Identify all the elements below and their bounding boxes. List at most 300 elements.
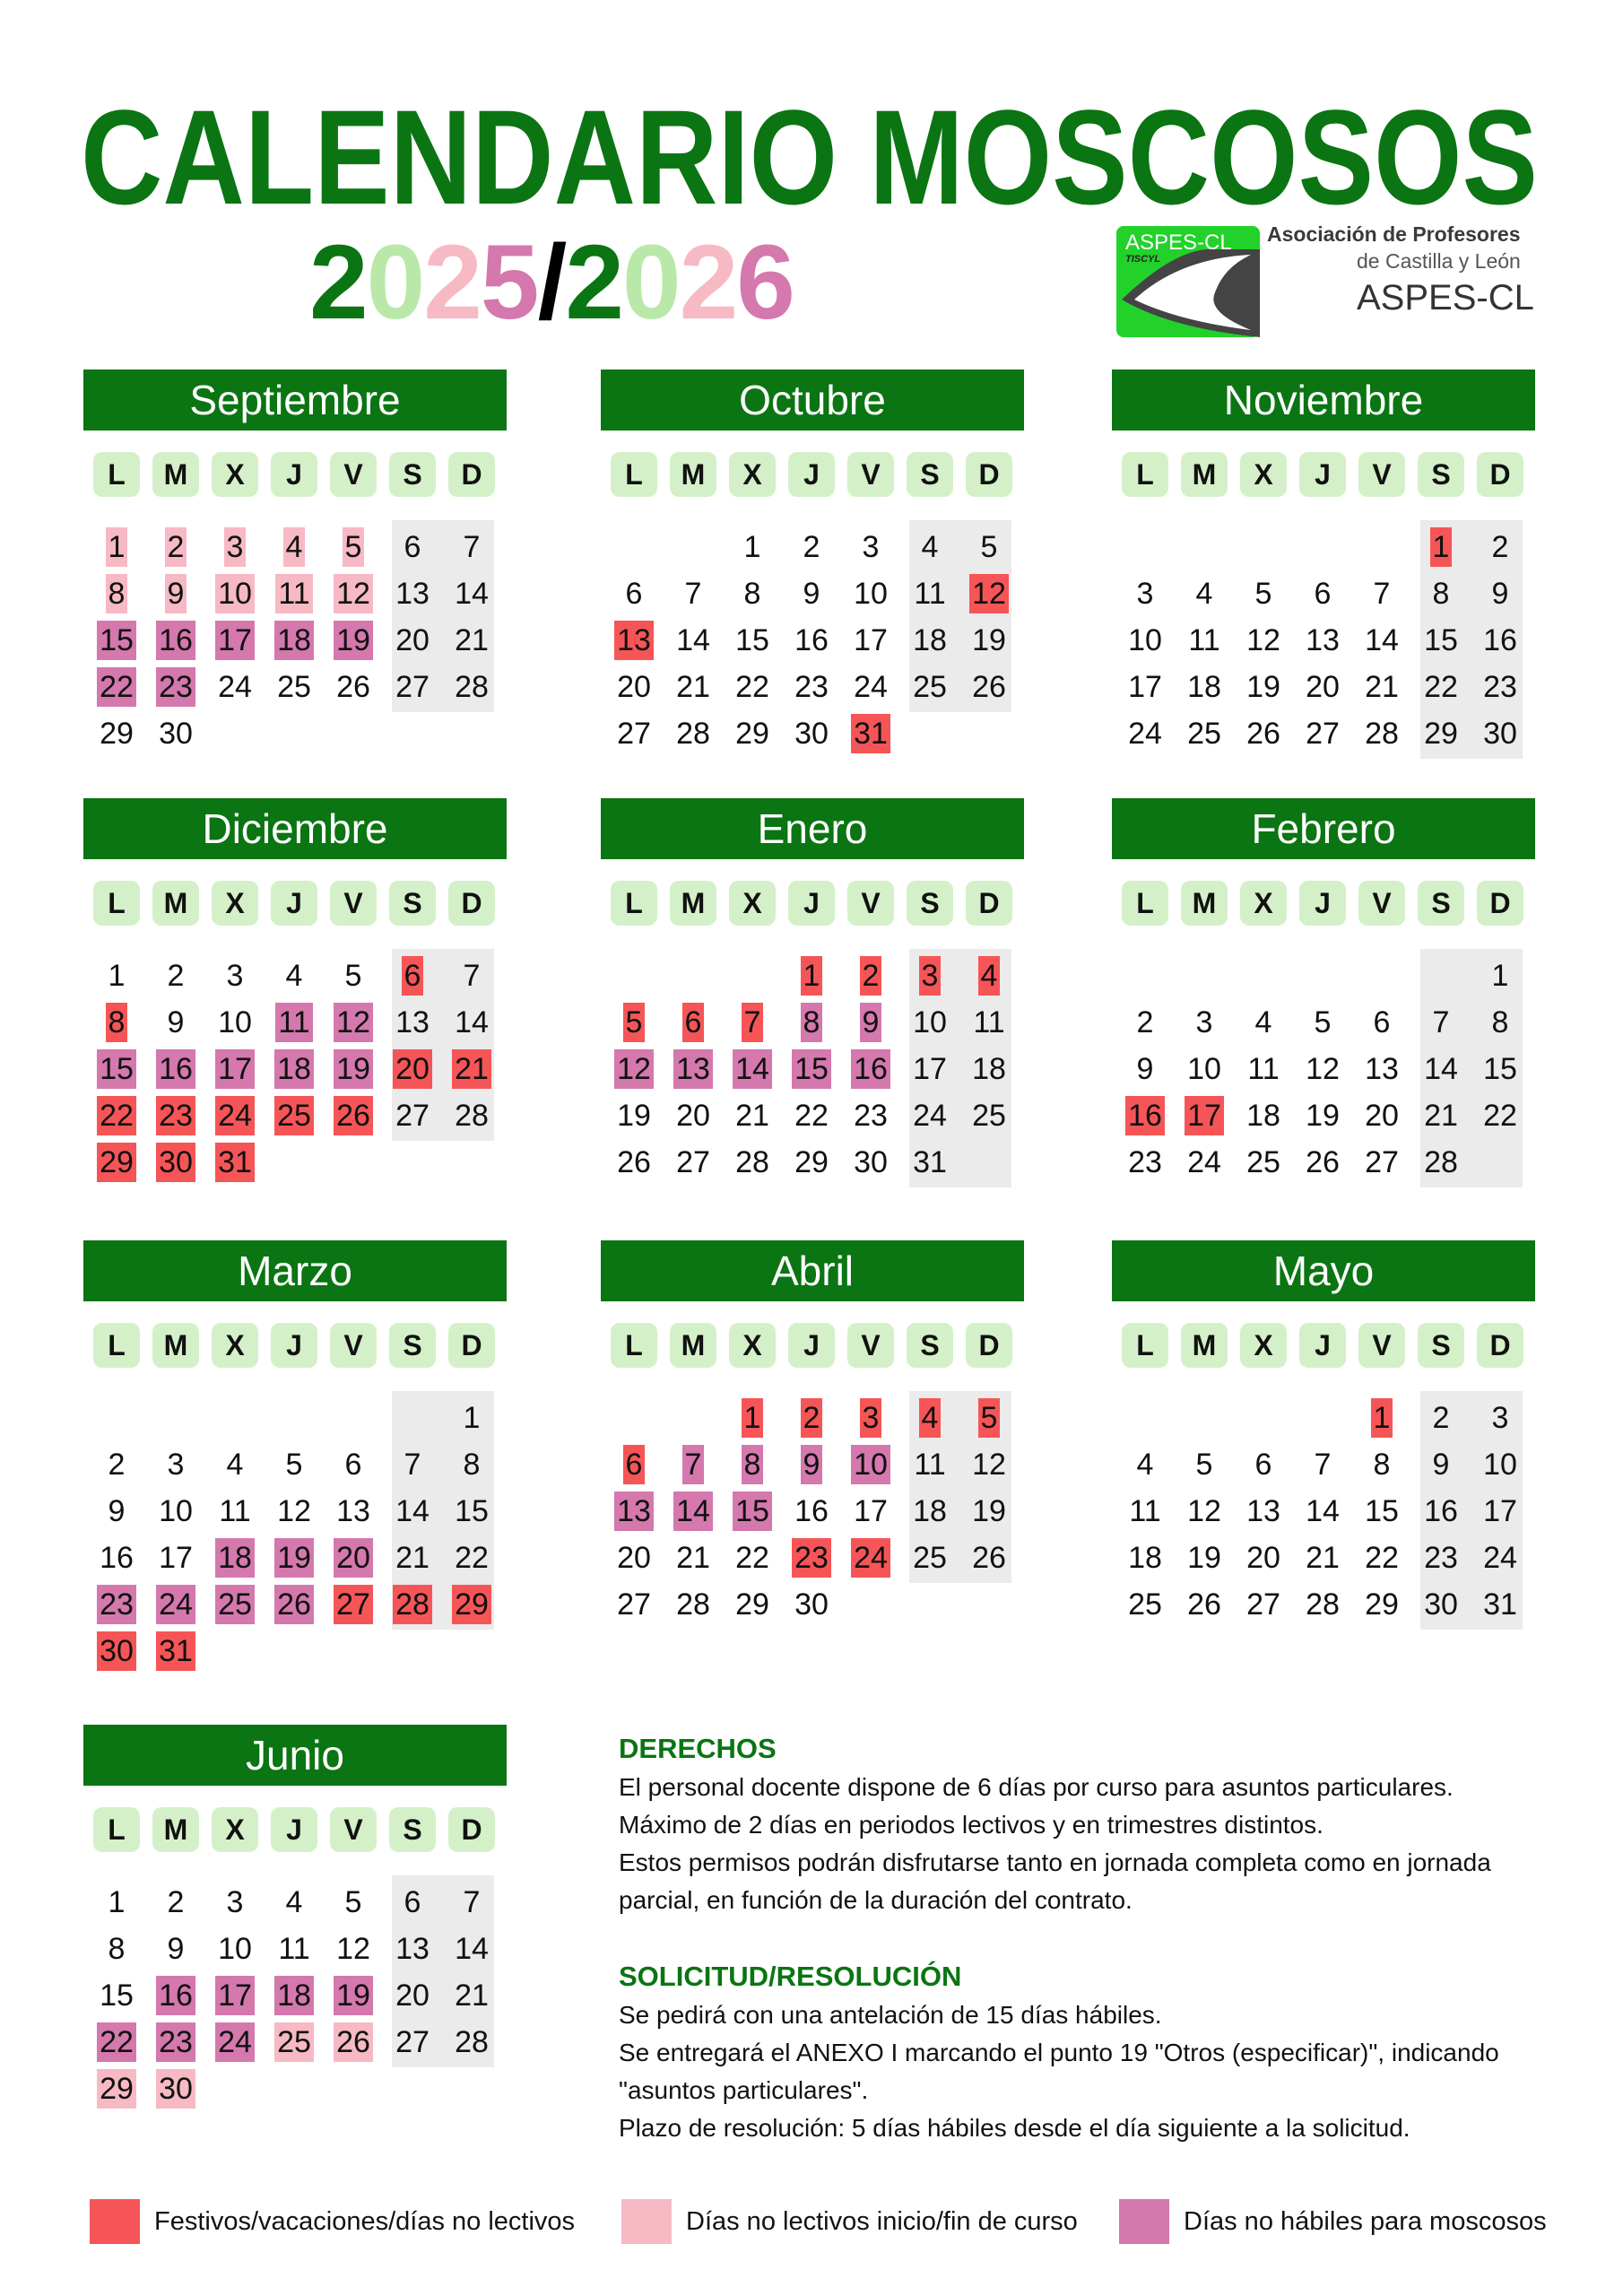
day-cell xyxy=(1115,710,1175,757)
day-cell xyxy=(900,524,959,570)
day-cell xyxy=(723,1535,782,1581)
legend-no-habiles xyxy=(1119,2199,1547,2244)
day-cell xyxy=(87,1879,146,1926)
day-cell xyxy=(1293,1046,1352,1092)
title-text: CALENDARIO MOSCOSOS xyxy=(81,85,1538,220)
day-cell xyxy=(87,617,146,664)
day-number: 1 xyxy=(1371,1398,1393,1438)
month-title: Enero xyxy=(601,798,1024,859)
day-cell xyxy=(900,1046,959,1092)
day-number: 13 xyxy=(1246,1494,1280,1528)
day-cell xyxy=(1411,710,1471,757)
day-number: 18 xyxy=(913,623,947,657)
month-septiembre xyxy=(83,370,507,764)
day-number: 10 xyxy=(913,1005,947,1039)
day-cell xyxy=(959,1535,1019,1581)
day-number: 8 xyxy=(1432,577,1450,611)
day-number: 22 xyxy=(735,1541,769,1575)
day-number: 23 xyxy=(1483,670,1517,704)
day-number: 4 xyxy=(1136,1448,1154,1482)
day-cell xyxy=(1471,524,1530,570)
day-cell xyxy=(1411,1092,1471,1139)
day-number: 21 xyxy=(452,1049,491,1089)
day-cell xyxy=(442,952,501,999)
weekday-label: X xyxy=(212,881,258,926)
day-number: 29 xyxy=(97,1143,136,1182)
day-cell xyxy=(1234,1046,1293,1092)
weekday-label: L xyxy=(1122,452,1168,497)
day-number: 10 xyxy=(218,1005,252,1039)
day-number: 15 xyxy=(100,1979,134,2013)
day-number: 3 xyxy=(1195,1005,1213,1039)
month-title: Noviembre xyxy=(1112,370,1535,430)
day-cell xyxy=(442,1092,501,1139)
day-number: 20 xyxy=(395,1979,430,2013)
day-cell xyxy=(442,999,501,1046)
weekday-label: M xyxy=(1181,1323,1228,1368)
day-cell xyxy=(782,617,841,664)
month-title: Febrero xyxy=(1112,798,1535,859)
day-number: 18 xyxy=(1128,1541,1162,1575)
day-cell xyxy=(1175,1139,1234,1186)
day-cell xyxy=(1352,570,1411,617)
day-number: 7 xyxy=(1373,577,1391,611)
day-cell xyxy=(1115,1139,1175,1186)
day-number: 10 xyxy=(851,1445,890,1484)
day-number: 14 xyxy=(676,623,710,657)
day-number: 30 xyxy=(159,717,193,751)
day-cell xyxy=(1293,710,1352,757)
day-number: 19 xyxy=(334,621,373,660)
day-number: 13 xyxy=(395,1005,430,1039)
day-cell xyxy=(1352,1139,1411,1186)
day-cell xyxy=(87,1972,146,2019)
day-number: 28 xyxy=(676,1587,710,1622)
day-number: 3 xyxy=(1491,1401,1509,1435)
day-number: 17 xyxy=(1185,1096,1224,1135)
day-number: 13 xyxy=(395,1932,430,1966)
day-cell xyxy=(1471,664,1530,710)
day-number: 20 xyxy=(393,1049,432,1089)
day-cell xyxy=(205,1139,265,1186)
day-number: 14 xyxy=(673,1492,713,1531)
day-cell xyxy=(1115,617,1175,664)
day-cell xyxy=(959,999,1019,1046)
day-number: 25 xyxy=(277,670,311,704)
day-cell xyxy=(205,524,265,570)
day-cell xyxy=(383,1926,442,1972)
day-cell xyxy=(900,664,959,710)
day-cell xyxy=(1411,617,1471,664)
day-number: 26 xyxy=(334,1096,373,1135)
day-number: 21 xyxy=(676,1541,710,1575)
day-number: 6 xyxy=(1373,1005,1391,1039)
day-number: 5 xyxy=(343,527,365,567)
day-cell xyxy=(782,1488,841,1535)
day-number: 9 xyxy=(165,574,187,613)
day-cell xyxy=(442,1972,501,2019)
day-cell xyxy=(146,1628,205,1674)
day-number: 6 xyxy=(623,1445,646,1484)
month-enero xyxy=(601,798,1024,1193)
day-number: 7 xyxy=(682,1445,705,1484)
weekday-label: M xyxy=(670,1323,716,1368)
day-cell xyxy=(1352,1046,1411,1092)
day-cell xyxy=(723,617,782,664)
day-cell xyxy=(723,710,782,757)
day-cell xyxy=(1115,999,1175,1046)
month-junio xyxy=(83,1725,507,2119)
month-title: Marzo xyxy=(83,1240,507,1301)
derechos-heading: DERECHOS xyxy=(619,1733,777,1764)
day-cell xyxy=(664,1046,723,1092)
day-cell xyxy=(146,2066,205,2112)
day-number: 18 xyxy=(274,1049,314,1089)
weekday-label: L xyxy=(611,1323,657,1368)
day-cell xyxy=(841,1395,900,1441)
day-number: 27 xyxy=(617,717,651,751)
logo-mark-icon xyxy=(1116,222,1264,339)
day-cell xyxy=(324,999,383,1046)
day-number: 7 xyxy=(684,577,702,611)
day-number: 19 xyxy=(1246,670,1280,704)
day-number: 9 xyxy=(860,1003,882,1042)
day-number: 25 xyxy=(913,670,947,704)
day-number: 22 xyxy=(794,1099,829,1133)
day-cell xyxy=(841,999,900,1046)
day-cell xyxy=(87,1535,146,1581)
weekday-label: X xyxy=(729,452,776,497)
day-cell xyxy=(841,952,900,999)
day-cell xyxy=(1115,1046,1175,1092)
day-number: 13 xyxy=(614,1492,654,1531)
day-cell xyxy=(146,1139,205,1186)
day-cell xyxy=(782,1581,841,1628)
day-number: 8 xyxy=(106,574,128,613)
day-number: 14 xyxy=(1365,623,1399,657)
day-number: 11 xyxy=(914,577,946,611)
weekday-label: J xyxy=(271,452,317,497)
day-number: 6 xyxy=(404,1885,421,1919)
day-number: 18 xyxy=(913,1494,947,1528)
day-number: 30 xyxy=(1424,1587,1458,1622)
weekday-label: J xyxy=(271,1807,317,1852)
svg-text:ASPES-CL: ASPES-CL xyxy=(1125,230,1232,255)
day-number: 22 xyxy=(97,1096,136,1135)
day-cell xyxy=(383,2019,442,2066)
day-cell xyxy=(1352,1441,1411,1488)
weekday-label: D xyxy=(448,881,495,926)
day-cell xyxy=(664,617,723,664)
day-number: 25 xyxy=(274,2022,314,2062)
weekday-label: J xyxy=(271,881,317,926)
day-number: 2 xyxy=(1432,1401,1450,1435)
day-number: 4 xyxy=(1254,1005,1272,1039)
day-number: 4 xyxy=(921,530,939,564)
weekday-label: V xyxy=(847,452,894,497)
day-number: 8 xyxy=(743,577,761,611)
day-number: 18 xyxy=(215,1538,255,1578)
day-number: 19 xyxy=(617,1099,651,1133)
day-cell xyxy=(265,2019,324,2066)
day-number: 1 xyxy=(1491,959,1509,993)
day-number: 10 xyxy=(854,577,888,611)
weekday-label: J xyxy=(1299,881,1346,926)
derechos-line: El personal docente dispone de 6 días por curso para asuntos particulares. xyxy=(619,1773,1454,1801)
day-number: 16 xyxy=(794,1494,829,1528)
day-number: 23 xyxy=(156,2022,195,2062)
day-number: 20 xyxy=(334,1538,373,1578)
day-number: 20 xyxy=(1365,1099,1399,1133)
day-cell xyxy=(959,952,1019,999)
day-cell xyxy=(1471,1581,1530,1628)
day-cell xyxy=(959,1395,1019,1441)
day-number: 23 xyxy=(156,667,195,707)
day-cell xyxy=(1471,570,1530,617)
weekday-label: X xyxy=(212,1807,258,1852)
day-number: 21 xyxy=(735,1099,769,1133)
day-number: 2 xyxy=(1136,1005,1154,1039)
day-number: 28 xyxy=(393,1585,432,1624)
day-number: 25 xyxy=(1187,717,1221,751)
day-cell xyxy=(723,1488,782,1535)
weekday-label: J xyxy=(271,1323,317,1368)
day-cell xyxy=(1471,710,1530,757)
day-cell xyxy=(383,999,442,1046)
day-cell xyxy=(1175,617,1234,664)
day-cell xyxy=(664,570,723,617)
year-char: 2 xyxy=(309,223,367,342)
day-number: 31 xyxy=(1483,1587,1517,1622)
day-number: 11 xyxy=(1247,1052,1280,1086)
solicitud-heading: SOLICITUD/RESOLUCIÓN xyxy=(619,1961,962,1992)
month-mayo xyxy=(1112,1240,1535,1635)
weekday-label: X xyxy=(729,1323,776,1368)
day-number: 19 xyxy=(334,1976,373,2015)
aspes-logo xyxy=(1116,222,1538,339)
derechos-line: Máximo de 2 días en periodos lectivos y en trimestres distintos. xyxy=(619,1811,1324,1839)
day-number: 26 xyxy=(617,1145,651,1179)
day-cell xyxy=(1234,1581,1293,1628)
day-cell xyxy=(87,1441,146,1488)
day-cell xyxy=(782,570,841,617)
weekday-label: L xyxy=(93,1807,140,1852)
weekday-label: D xyxy=(966,1323,1012,1368)
day-number: 25 xyxy=(274,1096,314,1135)
day-number: 24 xyxy=(1483,1541,1517,1575)
day-cell xyxy=(782,1139,841,1186)
day-cell xyxy=(782,710,841,757)
day-number: 2 xyxy=(860,956,882,996)
day-cell xyxy=(841,570,900,617)
day-number: 13 xyxy=(1306,623,1340,657)
day-number: 22 xyxy=(735,670,769,704)
weekday-label: S xyxy=(389,1323,436,1368)
day-cell xyxy=(1293,1441,1352,1488)
day-number: 12 xyxy=(1187,1494,1221,1528)
day-number: 16 xyxy=(156,1976,195,2015)
weekday-label: S xyxy=(907,881,953,926)
day-number: 7 xyxy=(742,1003,764,1042)
day-cell xyxy=(841,1441,900,1488)
day-number: 18 xyxy=(972,1052,1006,1086)
day-number: 2 xyxy=(108,1448,126,1482)
day-number: 17 xyxy=(215,1049,255,1089)
day-cell xyxy=(1234,1441,1293,1488)
year-char: 2 xyxy=(565,223,622,342)
day-number: 23 xyxy=(1128,1145,1162,1179)
day-cell xyxy=(1293,1488,1352,1535)
logo-line-3: ASPES-CL xyxy=(1357,278,1534,317)
day-number: 1 xyxy=(742,1398,764,1438)
day-cell xyxy=(900,1092,959,1139)
day-number: 20 xyxy=(617,1541,651,1575)
day-number: 21 xyxy=(1306,1541,1340,1575)
day-cell xyxy=(664,664,723,710)
day-cell xyxy=(782,664,841,710)
weekday-label: D xyxy=(966,881,1012,926)
day-cell xyxy=(205,664,265,710)
month-diciembre xyxy=(83,798,507,1193)
day-cell xyxy=(87,2019,146,2066)
day-cell xyxy=(900,999,959,1046)
day-cell xyxy=(1411,1139,1471,1186)
day-cell xyxy=(146,1972,205,2019)
day-number: 9 xyxy=(167,1932,185,1966)
day-number: 25 xyxy=(913,1541,947,1575)
day-number: 7 xyxy=(463,959,481,993)
solicitud-line: Plazo de resolución: 5 días hábiles desde el día siguiente a la solicitud. xyxy=(619,2114,1410,2142)
day-number: 2 xyxy=(167,959,185,993)
day-number: 21 xyxy=(1424,1099,1458,1133)
day-cell xyxy=(87,570,146,617)
day-number: 11 xyxy=(973,1005,1005,1039)
day-cell xyxy=(1115,570,1175,617)
day-number: 23 xyxy=(792,1538,831,1578)
day-number: 4 xyxy=(226,1448,244,1482)
day-cell xyxy=(442,1395,501,1441)
day-cell xyxy=(959,524,1019,570)
day-cell xyxy=(87,1488,146,1535)
day-cell xyxy=(1175,999,1234,1046)
day-number: 24 xyxy=(851,1538,890,1578)
day-cell xyxy=(205,1046,265,1092)
day-cell xyxy=(1175,664,1234,710)
day-number: 31 xyxy=(215,1143,255,1182)
day-cell xyxy=(723,524,782,570)
day-cell xyxy=(146,617,205,664)
weekday-label: J xyxy=(788,1323,835,1368)
weekday-label: D xyxy=(966,452,1012,497)
day-number: 11 xyxy=(1129,1494,1161,1528)
day-cell xyxy=(959,1488,1019,1535)
day-number: 19 xyxy=(972,623,1006,657)
day-cell xyxy=(1411,1535,1471,1581)
day-cell xyxy=(1471,617,1530,664)
day-cell xyxy=(1115,1581,1175,1628)
day-number: 1 xyxy=(801,956,823,996)
day-cell xyxy=(1411,1395,1471,1441)
day-cell xyxy=(1175,1046,1234,1092)
day-cell xyxy=(324,1441,383,1488)
day-cell xyxy=(604,570,664,617)
day-number: 8 xyxy=(742,1445,764,1484)
day-number: 7 xyxy=(463,530,481,564)
day-number: 21 xyxy=(676,670,710,704)
day-cell xyxy=(87,952,146,999)
day-cell xyxy=(383,1441,442,1488)
day-cell xyxy=(324,617,383,664)
day-number: 20 xyxy=(676,1099,710,1133)
day-cell xyxy=(841,1046,900,1092)
day-number: 2 xyxy=(801,1398,823,1438)
day-cell xyxy=(900,570,959,617)
day-cell xyxy=(383,1972,442,2019)
day-number: 15 xyxy=(1424,623,1458,657)
day-number: 4 xyxy=(919,1398,942,1438)
day-number: 8 xyxy=(1491,1005,1509,1039)
day-cell xyxy=(146,2019,205,2066)
day-cell xyxy=(383,1488,442,1535)
day-number: 9 xyxy=(108,1494,126,1528)
day-cell xyxy=(664,999,723,1046)
day-number: 27 xyxy=(676,1145,710,1179)
day-cell xyxy=(1471,1395,1530,1441)
weekday-label: M xyxy=(152,1807,199,1852)
day-cell xyxy=(205,1581,265,1628)
day-cell xyxy=(841,1092,900,1139)
day-cell xyxy=(324,1046,383,1092)
day-cell xyxy=(959,1046,1019,1092)
day-cell xyxy=(383,1879,442,1926)
day-number: 25 xyxy=(1246,1145,1280,1179)
day-number: 6 xyxy=(344,1448,362,1482)
day-cell xyxy=(146,570,205,617)
day-cell xyxy=(959,617,1019,664)
day-cell xyxy=(205,570,265,617)
day-number: 1 xyxy=(108,959,126,993)
info-panel xyxy=(619,1729,1569,2147)
day-number: 19 xyxy=(1306,1099,1340,1133)
weekday-label: L xyxy=(1122,1323,1168,1368)
weekday-label: S xyxy=(1418,881,1464,926)
day-cell xyxy=(1352,710,1411,757)
day-cell xyxy=(442,1046,501,1092)
day-number: 20 xyxy=(395,623,430,657)
day-number: 1 xyxy=(106,527,128,567)
day-number: 3 xyxy=(1136,577,1154,611)
day-cell xyxy=(205,1926,265,1972)
day-number: 24 xyxy=(854,670,888,704)
day-cell xyxy=(1234,1139,1293,1186)
day-number: 11 xyxy=(914,1448,946,1482)
weekday-label: S xyxy=(389,1807,436,1852)
day-number: 10 xyxy=(1187,1052,1221,1086)
weekday-label: M xyxy=(670,452,716,497)
day-cell xyxy=(87,1926,146,1972)
day-number: 6 xyxy=(1254,1448,1272,1482)
day-cell xyxy=(1175,1488,1234,1535)
weekday-label: L xyxy=(93,881,140,926)
day-number: 15 xyxy=(97,621,136,660)
day-cell xyxy=(782,1046,841,1092)
day-number: 2 xyxy=(167,1885,185,1919)
day-cell xyxy=(324,1879,383,1926)
day-cell xyxy=(1234,1092,1293,1139)
day-number: 15 xyxy=(1365,1494,1399,1528)
year-char: 2 xyxy=(423,223,481,342)
legend-swatch-red xyxy=(90,2199,140,2244)
